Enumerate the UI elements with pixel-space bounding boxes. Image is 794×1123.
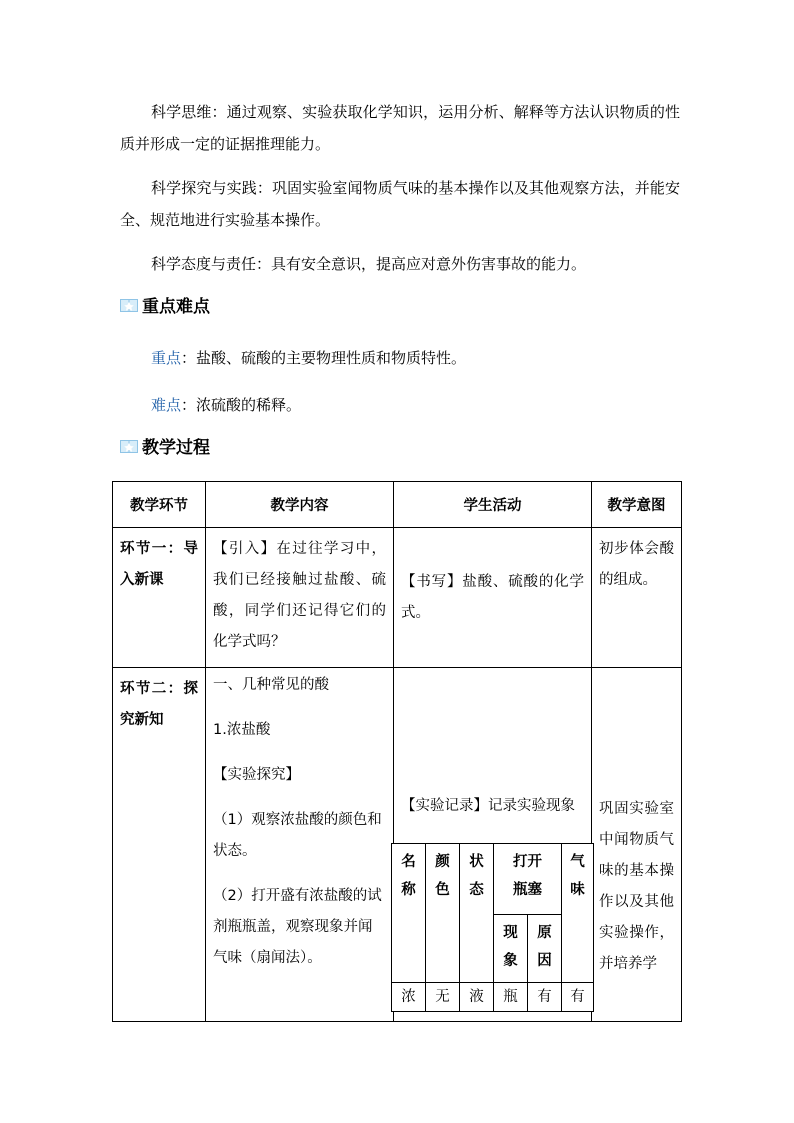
intent-cell [592,668,682,1022]
inner-cell: 瓶 [494,983,528,1012]
table-header-cell: 教学环节 [113,482,206,528]
intent-cell [592,528,682,668]
content-line: （1）观察浓盐酸的颜色和状态。 [213,812,382,859]
inner-header-cell: 颜色 [426,844,460,983]
activity-cell [394,528,592,668]
objective-label: 科学探究与实践 [151,179,257,197]
key-point [151,348,466,368]
objective-thinking: 科学思维：通过观察、实验获取化学知识，运用分析、解释等方法认识物质的性质并形成一定的证据推理能力。 [120,103,680,153]
key-label: 重点 [151,349,182,367]
table-header-row [392,844,594,915]
objective-text: 通过观察、实验获取化学知识，运用分析、解释等方法认识物质的性质并形成一定的证据推理能力。 [120,103,680,153]
section-title: 教学过程 [142,437,210,458]
inner-header-cell: 原因 [528,915,562,983]
inner-header-cell: 状态 [460,844,494,983]
content-stack [206,668,393,974]
table-header-cell: 学生活动 [394,482,592,528]
objective-label: 科学态度与责任 [151,255,257,273]
inner-cell: 浓 [392,983,426,1012]
inner-cell: 有 [562,983,594,1012]
intent-text: 初步体会酸的组成。 [599,541,674,588]
stage-text: 环节二：探究新知 [120,681,198,728]
content-line: （2）打开盛有浓盐酸的试剂瓶瓶盖，观察现象并闻气味（扇闻法）。 [213,888,382,966]
inner-header-cell: 气味 [562,844,594,983]
activity-text: 【实验记录】记录实验现象 [401,798,575,814]
content-line: 一、几种常见的酸 [213,677,329,693]
inner-header-cell: 现象 [494,915,528,983]
table-header-cell: 教学内容 [206,482,394,528]
section-title: 重点难点 [142,296,210,317]
difficulty-label: 难点 [151,396,182,414]
inner-cell: 液 [460,983,494,1012]
difficulty-text: ：浓硫酸的稀释。 [181,396,302,414]
content-text: 【引入】在过往学习中，我们已经接触过盐酸、硫酸，同学们还记得它们的化学式吗？ [213,541,386,650]
objective-attitude: 科学态度与责任：具有安全意识，提高应对意外伤害事故的能力。 [151,255,587,273]
intent-text: 巩固实验室中闻物质气味的基本操作以及其他实验操作，并培养学 [599,801,674,972]
objective-label: 科学思维 [151,103,212,121]
section-heading-key [120,292,210,316]
inner-cell: 有 [528,983,562,1012]
inner-header-cell: 名称 [392,844,426,983]
stage-cell [113,528,206,668]
stage-text: 环节一：导入新课 [120,541,198,588]
table-header-cell: 教学意图 [592,482,682,528]
objective-text: 具有安全意识，提高应对意外伤害事故的能力。 [271,255,587,273]
content-line: 1.浓盐酸 [213,722,271,738]
table-row [392,983,594,1012]
inner-header-cell: 打开瓶塞 [494,844,562,915]
table-row [113,528,682,668]
book-icon [120,438,138,453]
stage-cell [113,668,206,1022]
difficulty-point [151,395,301,415]
inner-cell: 无 [426,983,460,1012]
activity-text: 【书写】盐酸、硫酸的化学式。 [401,573,584,621]
experiment-record-table [391,843,594,1012]
objective-inquiry: 科学探究与实践：巩固实验室闻物质气味的基本操作以及其他观察方法，并能安全、规范地进行实验基本操作。 [120,179,680,229]
table-header-row [113,482,682,528]
section-heading-process [120,433,210,457]
book-icon [120,297,138,312]
objective-text: 巩固实验室闻物质气味的基本操作以及其他观察方法，并能安全、规范地进行实验基本操作。 [120,179,680,229]
content-cell [206,528,394,668]
content-line: 【实验探究】 [213,767,300,783]
key-text: ：盐酸、硫酸的主要物理性质和物质特性。 [181,349,467,367]
content-cell [206,668,394,1022]
